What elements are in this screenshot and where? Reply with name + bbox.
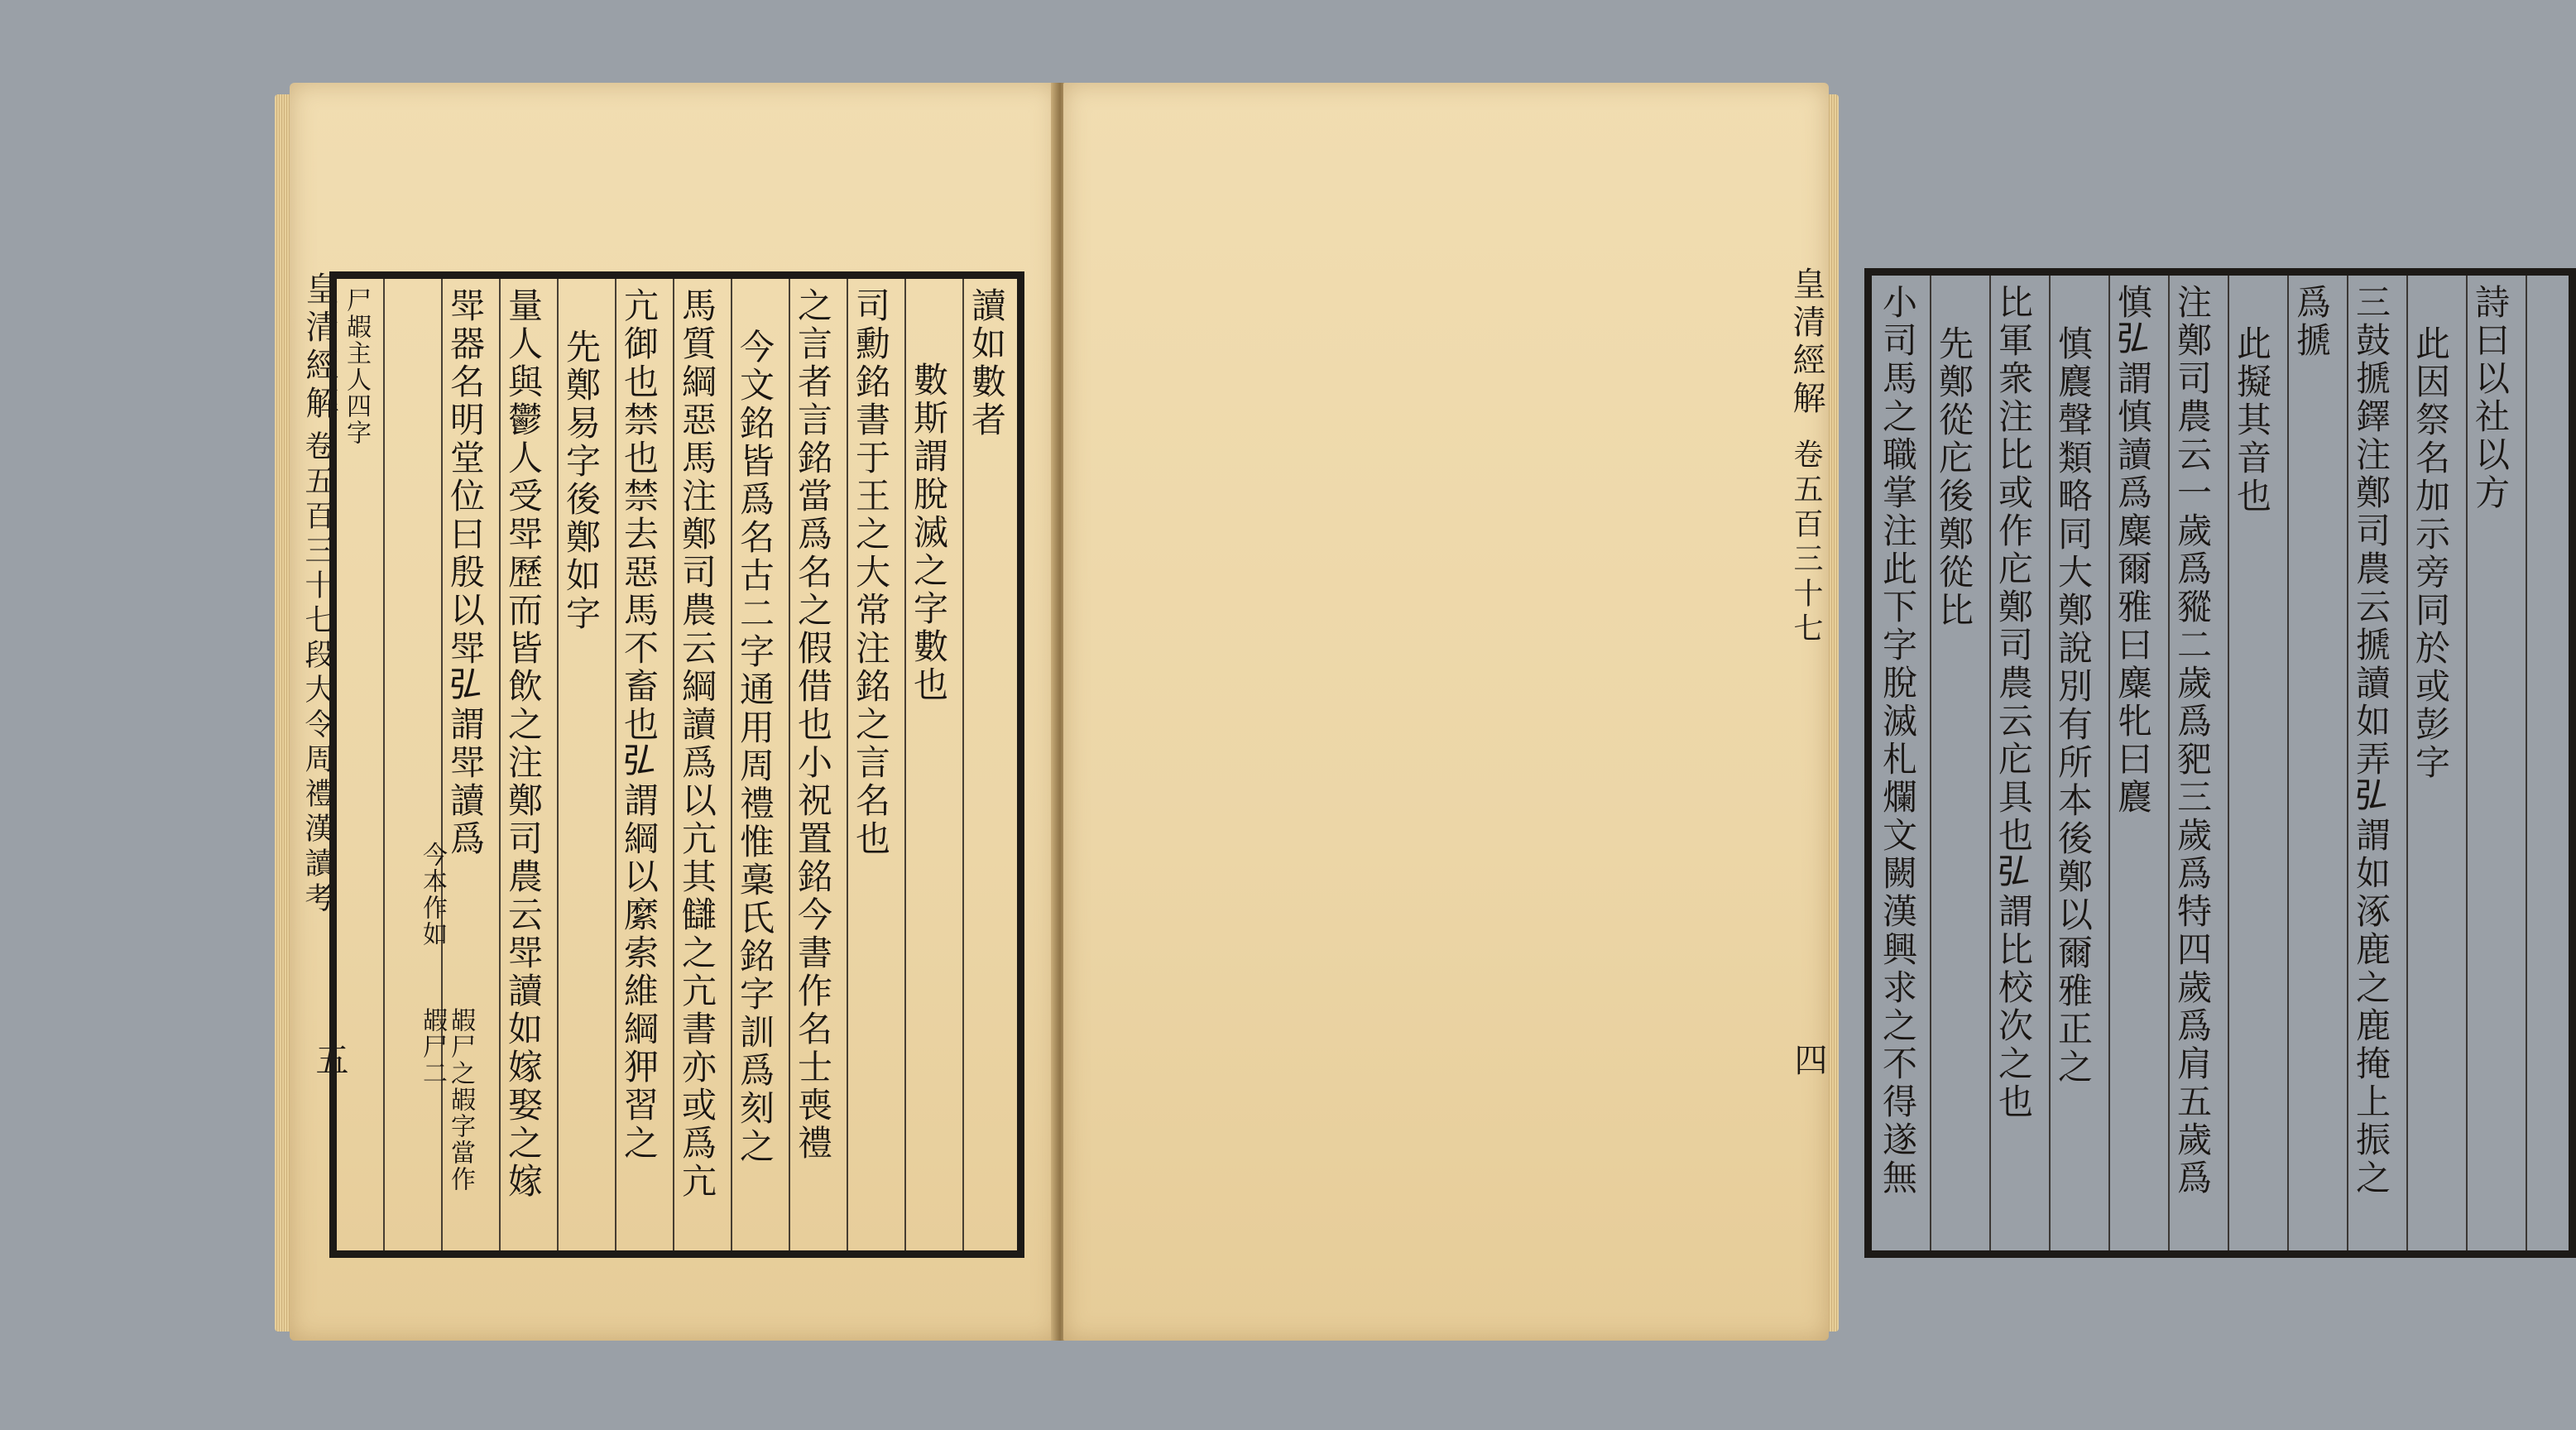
- left-col-6: 馬質綱惡馬注鄭司農云綱讀爲以亢其讎之亢書亦或爲亢: [677, 287, 717, 1201]
- right-col-10: 先鄭從庀後鄭從比: [1934, 325, 1974, 630]
- left-col-3: 司勳銘書于王之大常注銘之言名也: [851, 287, 891, 858]
- right-col-11: 小司馬之職掌注此下字脫滅札爛文闕漢興求之不得遂無: [1878, 284, 1918, 1197]
- right-col-5: 此擬其音也: [2232, 325, 2272, 516]
- right-margin-title: 皇清經解: [1787, 266, 1825, 419]
- left-note-3: 嘏尸二: [418, 1007, 447, 1087]
- left-col-11: 尸嘏主人四字: [342, 287, 371, 446]
- left-note-1: 今本作如: [418, 842, 447, 948]
- left-col-10: 斝器名明堂位曰殷以斝𢎞謂斝讀爲: [445, 287, 486, 858]
- left-margin-volume: 卷五百三十七段大令周禮漢讀考: [300, 430, 334, 917]
- left-col-8: 先鄭易字後鄭如字: [561, 329, 602, 633]
- right-margin-volume: 卷五百三十七: [1789, 439, 1823, 647]
- left-col-5: 今文銘皆爲名古二字通用周禮惟稾氏銘字訓爲刻之: [735, 329, 775, 1166]
- left-margin-title: 皇清經解: [300, 271, 338, 424]
- left-page: [290, 83, 1058, 1341]
- right-col-8: 慎麎聲類略同大鄭說別有所本後鄭以爾雅正之: [2053, 325, 2094, 1087]
- right-col-3: 三鼓搋鐸注鄭司農云搋讀如弄𢎞謂如涿鹿之鹿掩上振之: [2351, 284, 2391, 1197]
- right-col-2: 此因祭名加示旁同於或彭字: [2411, 325, 2451, 782]
- open-book: [290, 83, 2511, 1341]
- right-page: [1063, 83, 2511, 1341]
- right-col-6: 注鄭司農云一歲爲豵二歲爲豝三歲爲特四歲爲肩五歲爲: [2172, 284, 2213, 1197]
- right-text-frame: [1864, 268, 2576, 1258]
- page-edges-left: [275, 94, 291, 1332]
- right-col-7: 慎𢎞謂慎讀爲麋爾雅曰麋牝曰麎: [2113, 284, 2153, 817]
- right-col-4: 爲搋: [2291, 284, 2332, 360]
- left-col-4: 之言者言銘當爲名之假借也小祝置銘今書作名士喪禮: [793, 287, 833, 1163]
- left-col-2: 數斯謂脫滅之字數也: [909, 362, 949, 704]
- right-col-1: 詩曰以社以方: [2470, 284, 2511, 512]
- left-col-9: 量人與鬱人受斝歷而皆飲之注鄭司農云斝讀如嫁娶之嫁: [503, 287, 544, 1201]
- left-page-number: 五: [310, 1043, 348, 1076]
- right-page-number: 四: [1789, 1043, 1827, 1076]
- left-col-1: 讀如數者: [967, 287, 1007, 439]
- left-col-7: 亢御也禁也禁去惡馬不畜也𢎞謂綱以縻索維綱狎習之: [619, 287, 660, 1163]
- left-text-frame: [329, 271, 1024, 1258]
- right-col-9: 比軍衆注比或作庀鄭司農云庀具也𢎞謂比校次之也: [1993, 284, 2034, 1121]
- left-note-2: 嘏尸之嘏字當作: [446, 1007, 475, 1192]
